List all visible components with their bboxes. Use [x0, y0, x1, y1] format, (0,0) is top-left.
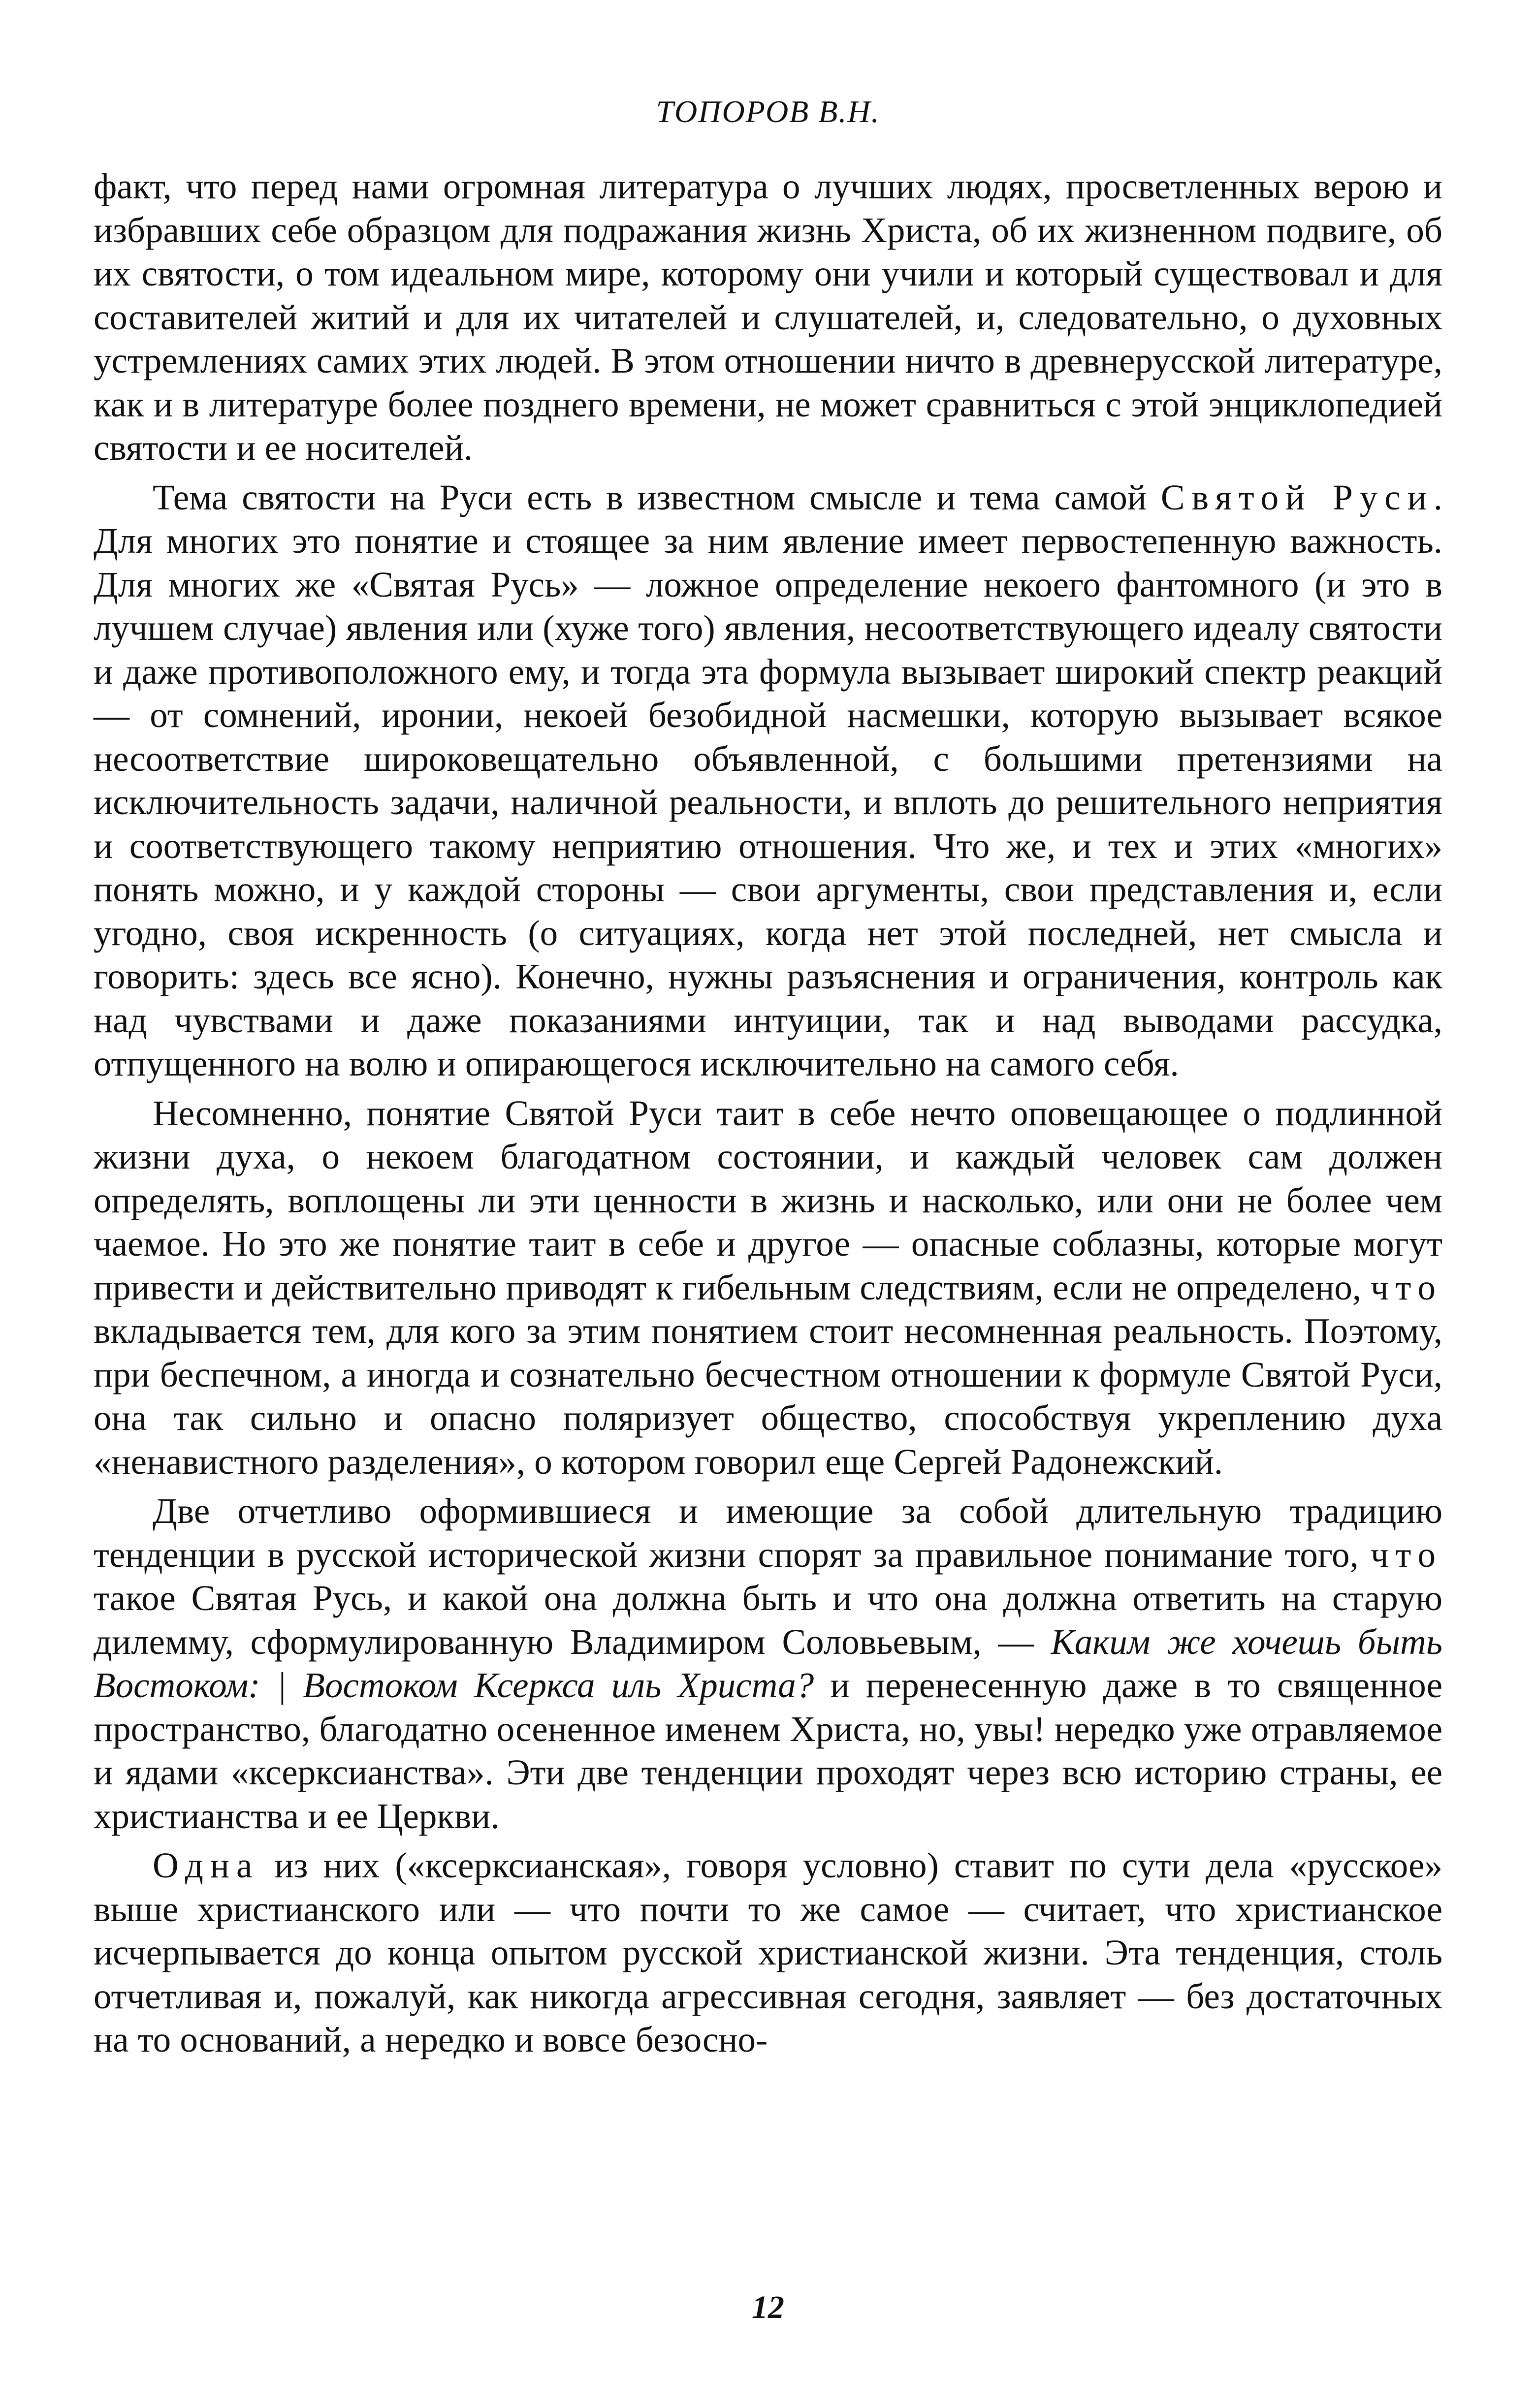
paragraph-3-text-a: Несомненно, понятие Святой Руси таит в себе нечто оповещающее о подлинной жизни духа, о некоем благодатном состоянии, и каждый человек сам должен определять, воплощены ли эти ценности в жизнь и насколько, или они не более чем чаемое. Но это же понятие таит в себе и другое — опасные соблазны, которые могут привести и действительно приводят к гибельным следствиям, если не определено,: [94, 1093, 1442, 1307]
paragraph-3: [94, 1092, 1442, 1484]
paragraph-4: [94, 1489, 1442, 1838]
paragraph-4-quote: Каким же хочешь быть Востоком: | Востоком Ксеркса иль Христа?: [94, 1621, 1442, 1705]
paragraph-5-spaced-word: Одна: [153, 1845, 259, 1885]
paragraph-2-spaced-phrase: Святой Руси: [1160, 477, 1434, 517]
paragraph-2-text-b: . Для многих это понятие и стоящее за ним явление имеет первостепенную важность. Для многих же «Святая Русь» — ложное определение некоего фантомного (и это в лучшем случае) явления или (хуже того) явления, несоответствующего идеалу святости и даже противоположного ему, и тогда эта формула вызывает широкий спектр реакций — от сомнений, иронии, некоей безобидной насмешки, которую вызывает всякое несоответствие широковещательно объявленной, с большими претензиями на исключительность задачи, наличной реальности, и вплоть до решительного неприятия и соответствующего такому неприятию отношения. Что же, и тех и этих «многих» понять можно, и у каждой стороны — свои аргументы, свои представления и, если угодно, своя искренность (о ситуациях, когда нет этой последней, нет смысла и говорить: здесь все ясно). Конечно, нужны разъяснения и ограничения, контроль как над чувствами и даже показаниями интуиции, так и над выводами рассудка, отпущенного на волю и опирающегося исключительно на самого себя.: [94, 477, 1442, 1083]
paragraph-4-text-b: такое Святая Русь, и какой она должна быть и что она должна ответить на старую дилемму, сформулированную Владимиром Соловьевым, —: [94, 1578, 1442, 1662]
paragraph-3-text-b: вкладывается тем, для кого за этим понятием стоит несомненная реальность. Поэтому, при беспечном, а иногда и сознательно бесчестном отношении к формуле Святой Руси, она так сильно и опасно поляризует общество, способствуя укреплению духа «ненавистного разделения», о котором говорил еще Сергей Радонежский.: [94, 1311, 1442, 1482]
paragraph-4-text-c: и перенесенную даже в то священное пространство, благодатно осененное именем Христа, но, увы! нередко уже отравляемое и ядами «ксерксианства». Эти две тенденции проходят через всю историю страны, ее христианства и ее Церкви.: [94, 1665, 1442, 1836]
paragraph-3-spaced-word: что: [1370, 1267, 1442, 1307]
paragraph-1: факт, что перед нами огромная литература о лучших людях, просветленных верою и избравших себе образцом для подражания жизнь Христа, об их жизненном подвиге, об их святости, о том идеальном мире, которому они учили и который существовал и для составителей житий и для их читателей и слушателей, и, следовательно, о духовных устремлениях самих этих людей. В этом отношении ничто в древнерусской литературе, как и в литературе более позднего времени, не может сравниться с этой энциклопедией святости и ее носителей.: [94, 166, 1442, 468]
body-text: [94, 165, 1442, 2068]
page-number: 12: [752, 2289, 784, 2325]
paragraph-5: [94, 1844, 1442, 2062]
paragraph-2-text-a: Тема святости на Руси есть в известном смысле и тема самой: [153, 477, 1161, 517]
paragraph-5-text-a: из них («ксерксианская», говоря условно) ставит по сути дела «русское» выше христианского или — что почти то же самое — считает, что христианское исчерпывается до конца опытом русской христианской жизни. Эта тенденция, столь отчетливая и, пожалуй, как никогда агрессивная сегодня, заявляет — без достаточных на то оснований, а нередко и вовсе безосно-: [94, 1845, 1442, 2059]
paragraph-4-spaced-word: что: [1370, 1534, 1442, 1575]
running-title: ТОПОРОВ В.Н.: [656, 94, 880, 129]
paragraph-4-text-a: Две отчетливо оформившиеся и имеющие за собой длительную традицию тенденции в русской исторической жизни спорят за правильное понимание того,: [94, 1491, 1442, 1575]
paragraph-2: [94, 476, 1442, 1086]
